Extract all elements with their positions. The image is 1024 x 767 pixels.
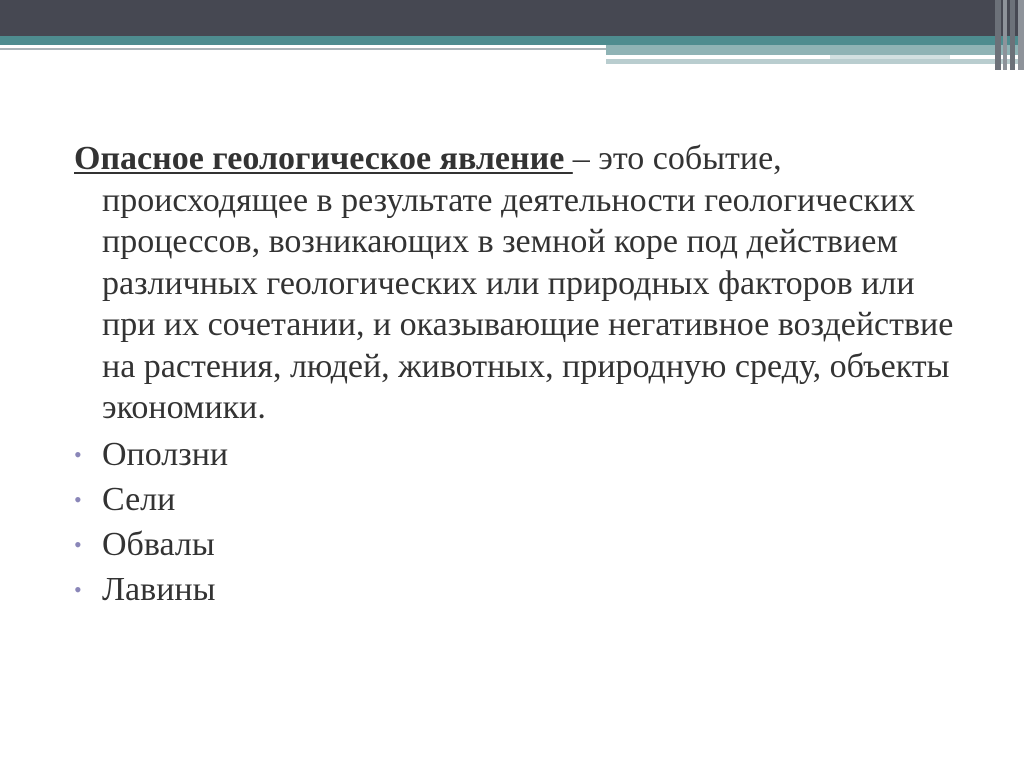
list-item (74, 477, 954, 522)
corner-stripe (1010, 0, 1015, 70)
header-accent-band (606, 45, 1024, 55)
corner-stripe (1018, 0, 1024, 70)
definition-paragraph (74, 138, 954, 429)
corner-stripe (1003, 0, 1007, 70)
header-accent-band-lower (606, 59, 1024, 64)
bullet-icon: • (74, 486, 82, 512)
hazard-list (74, 432, 954, 612)
list-item (74, 522, 954, 567)
header-thin-line (0, 48, 606, 50)
bullet-icon: • (74, 531, 82, 557)
header-accent-strip (830, 55, 950, 59)
bullet-icon: • (74, 441, 82, 467)
slide-body (74, 138, 954, 612)
header-band-dark (0, 0, 1024, 36)
list-item-label: Оползни (102, 435, 229, 473)
bullet-icon: • (74, 576, 82, 602)
list-item-label: Лавины (102, 570, 216, 608)
list-item (74, 567, 954, 612)
header-band-teal (0, 36, 1024, 45)
corner-stripe (995, 0, 1001, 70)
definition-text: – это событие, происходящее в результате деятельности геологических процессов, возникающих в земной коре под действием различных геологических или природных факторов или при их сочетании, и оказывающие негативное воздействие на растения, людей, животных, природную среду, объекты экономики. (102, 140, 954, 426)
list-item-label: Обвалы (102, 525, 215, 563)
definition-term: Опасное геологическое явление (74, 140, 573, 177)
list-item (74, 432, 954, 477)
list-item-label: Сели (102, 480, 176, 518)
